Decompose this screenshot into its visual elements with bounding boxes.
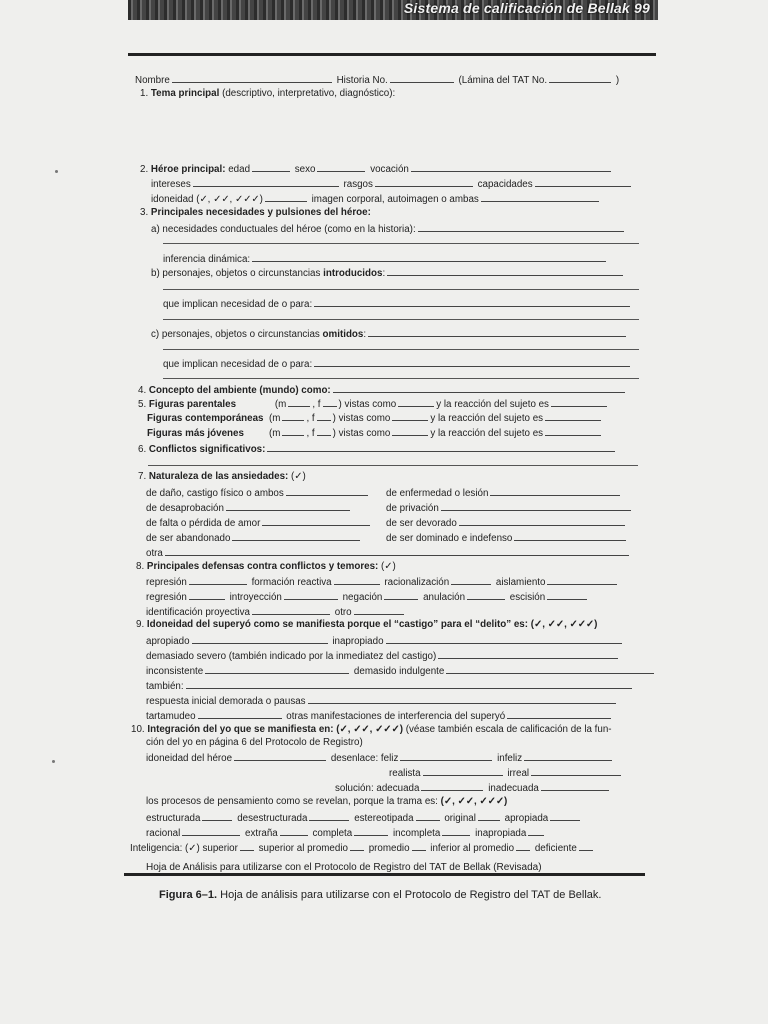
anx-otra: otra: [146, 546, 631, 560]
def-row-1: represión formación reactiva racionalización aislamiento: [146, 575, 619, 589]
sup-row-inconsistente: inconsistente demasido indulgente: [146, 664, 656, 678]
write-line: [163, 378, 639, 379]
form-footer-title: Hoja de Análisis para utilizarse con el Protocolo de Registro del TAT de Bellak (Revisada): [146, 862, 542, 873]
section-5-row-jovenes: Figuras más jóvenes (m , f ) vistas como y la reacción del sujeto es: [147, 426, 603, 440]
sup-row-tartamudeo: tartamudeo otras manifestaciones de interferencia del superyó: [146, 709, 613, 723]
figure-caption: Figura 6–1. Hoja de análisis para utilizarse con el Protocolo de Registro del TAT de Bellak.: [159, 889, 602, 901]
def-row-2: regresión introyección negación anulación escisión: [146, 590, 589, 604]
int-row-trama-2: racional extraña completa incompleta inapropiada: [146, 826, 546, 840]
header-banner: [128, 0, 658, 20]
row-3a: a) necesidades conductuales del héroe (como en la historia):: [151, 222, 626, 236]
write-line: [148, 465, 638, 466]
anx-right-1: de enfermedad o lesión: [386, 486, 622, 500]
int-row-inteligencia: Inteligencia: (✓) superior superior al promedio promedio inferior al promedio deficiente: [130, 841, 595, 855]
write-line: [163, 289, 639, 290]
section-3-necesidades: 3. Principales necesidades y pulsiones del héroe:: [140, 207, 371, 218]
write-line: [163, 349, 639, 350]
row-inferencia: inferencia dinámica:: [163, 252, 608, 266]
section-5-row-contemporaneas: Figuras contemporáneas (m , f ) vistas como y la reacción del sujeto es: [147, 411, 603, 425]
section-10-integracion: 10. Integración del yo que se manifiesta en: (✓, ✓✓, ✓✓✓) (véase también escala de calificación de la fun-: [131, 724, 612, 735]
write-line: [163, 319, 639, 320]
page-number: 99: [634, 0, 650, 16]
section-7-ansiedades: 7. Naturaleza de las ansiedades: (✓): [138, 471, 306, 482]
row-que-implican-2: que implican necesidad de o para:: [163, 357, 632, 371]
section-4-ambiente: 4. Concepto del ambiente (mundo) como:: [138, 383, 627, 397]
scan-speck: [55, 170, 58, 173]
header-title: Sistema de calificación de Bellak 99: [403, 0, 650, 16]
section-6-conflictos: 6. Conflictos significativos:: [138, 442, 617, 456]
section-2-heroe: 2. Héroe principal: edad sexo vocación: [140, 162, 613, 176]
bottom-rule: [124, 873, 645, 876]
name-row: Nombre Historia No. (Lámina del TAT No. ): [135, 75, 620, 86]
anx-right-3: de ser devorado: [386, 516, 627, 530]
sup-row-respuesta: respuesta inicial demorada o pausas: [146, 694, 618, 708]
int-row-procesos: los procesos de pensamiento como se revelan, porque la trama es: (✓, ✓✓, ✓✓✓): [146, 796, 508, 807]
row-3b: b) personajes, objetos o circunstancias introducidos:: [151, 266, 625, 280]
anx-right-4: de ser dominado e indefenso: [386, 531, 628, 545]
top-rule: [128, 53, 656, 56]
int-rest-2: ción del yo en página 6 del Protocolo de Registro): [146, 737, 363, 748]
int-row-solucion: solución: adecuada inadecuada: [335, 781, 611, 795]
sup-row-tambien: también:: [146, 679, 634, 693]
section-9-superyo: 9. Idoneidad del superyó como se manifiesta porque el “castigo” para el “delito” es: (✓, ✓✓, ✓✓✓): [136, 619, 598, 630]
anx-left-2: de desaprobación: [146, 501, 352, 515]
int-row-trama-1: estructurada desestructurada estereotipada original apropiada: [146, 811, 582, 825]
int-row-idoneidad: idoneidad del héroe desenlace: feliz infeliz: [146, 751, 614, 765]
row-que-implican-1: que implican necesidad de o para:: [163, 297, 632, 311]
anx-left-1: de daño, castigo físico o ambos: [146, 486, 370, 500]
row-3c: c) personajes, objetos o circunstancias omitidos:: [151, 327, 628, 341]
anx-right-2: de privación: [386, 501, 633, 515]
section-8-defensas: 8. Principales defensas contra conflictos y temores: (✓): [136, 561, 396, 572]
section-1-tema: 1. Tema principal (descriptivo, interpretativo, diagnóstico):: [140, 88, 396, 99]
section-5-row-parentales: 5. Figuras parentales (m , f ) vistas como y la reacción del sujeto es: [138, 397, 609, 411]
row-idoneidad: idoneidad (✓, ✓✓, ✓✓✓) imagen corporal, autoimagen o ambas: [151, 192, 601, 206]
sup-row-demasiado: demasiado severo (también indicado por la inmediatez del castigo): [146, 649, 620, 663]
anx-left-3: de falta o pérdida de amor: [146, 516, 372, 530]
int-row-realista: realista irreal: [389, 766, 623, 780]
def-row-3: identificación proyectiva otro: [146, 605, 406, 619]
row-intereses: intereses rasgos capacidades: [151, 177, 633, 191]
scan-speck: [52, 760, 55, 763]
anx-left-4: de ser abandonado: [146, 531, 362, 545]
sup-row-apropiado: apropiado inapropiado: [146, 634, 624, 648]
write-line: [163, 243, 639, 244]
